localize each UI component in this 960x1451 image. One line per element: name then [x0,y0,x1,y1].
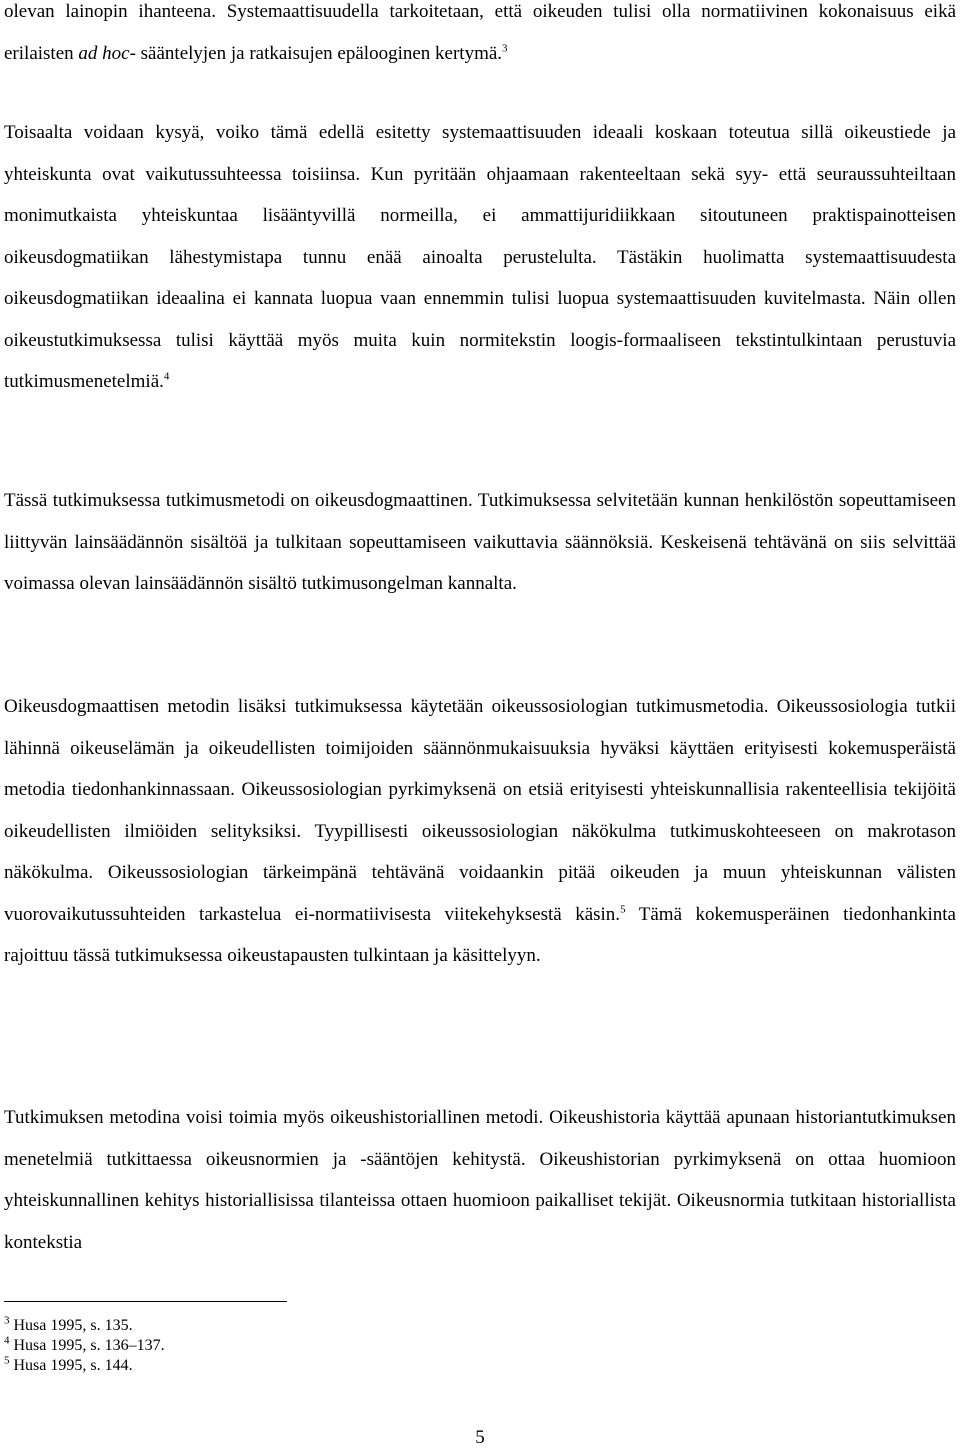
paragraph-method-dogmatic [4,480,956,605]
footnotes [4,1316,604,1376]
footnote-text: Husa 1995, s. 144. [9,1357,133,1374]
footnote-divider [4,1301,287,1302]
footnote-text: Husa 1995, s. 136–137. [9,1337,165,1354]
footnote-text: Husa 1995, s. 135. [9,1317,133,1334]
footnote-item [4,1336,604,1356]
paragraph-text: olevan lainopin ihanteena. Systemaattisuudella tarkoitetaan, että oikeuden tulisi olla normatiivinen kokonaisuus eikä erilaisten [4,1,956,64]
footnote-item [4,1356,604,1376]
paragraph-text: Toisaalta voidaan kysyä, voiko tämä edellä esitetty systemaattisuuden ideaali koskaan toteutua sillä oikeustiede ja yhteiskunta ovat vaikutussuhteessa toisiinsa. Kun pyritään ohjaamaan rakenteeltaan sekä syy- että seuraussuhteiltaan monimutkaista yhteiskuntaa lisääntyvillä normeilla, ei ammattijuridiikkaan sitoutuneen praktispainotteisen oikeusdogmatiikan lähestymistapa tunnu enää ainoalta perustelulta. Tästäkin huolimatta systemaattisuudesta oikeusdogmatiikan ideaalina ei kannata luopua vaan ennemmin tulisi luopua systemaattisuuden kuvitelmasta. Näin ollen oikeustutkimuksessa tulisi käyttää myös muita kuin normitekstin loogis-formaaliseen tekstintulkintaan perustuvia tutkimusmenetelmiä. [4,122,956,392]
paragraph-text: Tutkimuksen metodina voisi toimia myös oikeushistoriallinen metodi. Oikeushistoria käyttää apunaan historiantutkimuksen menetelmiä tutkittaessa oikeusnormien ja -sääntöjen kehitystä. Oikeushistorian pyrkimyksenä on ottaa huomioon yhteiskunnallinen kehitys historiallisissa tilanteissa ottaen huomioon paikalliset tekijät. Oikeusnormia tutkitaan historiallista kontekstia [4,1107,956,1253]
paragraph-text: Tämä kokemusperäinen tiedonhankinta rajoittuu tässä tutkimuksessa oikeustapausten tulkintaan ja käsittelyyn. [4,903,956,966]
footnote-ref[interactable]: 5 [620,903,626,916]
footnote-number: 4 [4,1334,10,1347]
footnote-item [4,1316,604,1336]
italic-term: ad hoc [78,42,130,64]
paragraph-ideal [4,112,956,403]
paragraph-systematicity [4,0,956,74]
paragraph-text: Tässä tutkimuksessa tutkimusmetodi on oikeusdogmaattinen. Tutkimuksessa selvitetään kunnan henkilöstön sopeuttamiseen liittyvän lainsäädännön sisältöä ja tulkitaan sopeuttamiseen vaikuttavia säännöksiä. Keskeisenä tehtävänä on siis selvittää voimassa olevan lainsäädännön sisältö tutkimusongelman kannalta. [4,490,956,594]
paragraph-method-sociology [4,686,956,977]
paragraph-method-history [4,1097,956,1263]
footnote-ref[interactable]: 3 [502,42,508,55]
page-number: 5 [475,1427,485,1448]
footnote-number: 5 [4,1354,10,1367]
footnote-number: 3 [4,1314,10,1327]
footnote-ref[interactable]: 4 [163,370,170,383]
paragraph-text: - sääntelyjen ja ratkaisujen epälooginen kertymä. [129,42,503,64]
paragraph-text: Oikeusdogmaattisen metodin lisäksi tutkimuksessa käytetään oikeussosiologian tutkimusmetodia. Oikeussosiologia tutkii lähinnä oikeuselämän ja oikeudellisten toimijoiden säännönmukaisuuksia hyväksi käyttäen erityisesti kokemusperäistä metodia tiedonhankinnassaan. Oikeussosiologian pyrkimyksenä on etsiä erityisesti yhteiskunnallisia rakenteellisia tekijöitä oikeudellisten ilmiöiden selityksiksi. Tyypillisesti oikeussosiologian näkökulma tutkimuskohteeseen on makrotason näkökulma. Oikeussosiologian tärkeimpänä tehtävänä voidaankin pitää oikeuden ja muun yhteiskunnan välisten vuorovaikutussuhteiden tarkastelua ei-normatiivisesta viitekehyksestä käsin. [4,696,956,925]
